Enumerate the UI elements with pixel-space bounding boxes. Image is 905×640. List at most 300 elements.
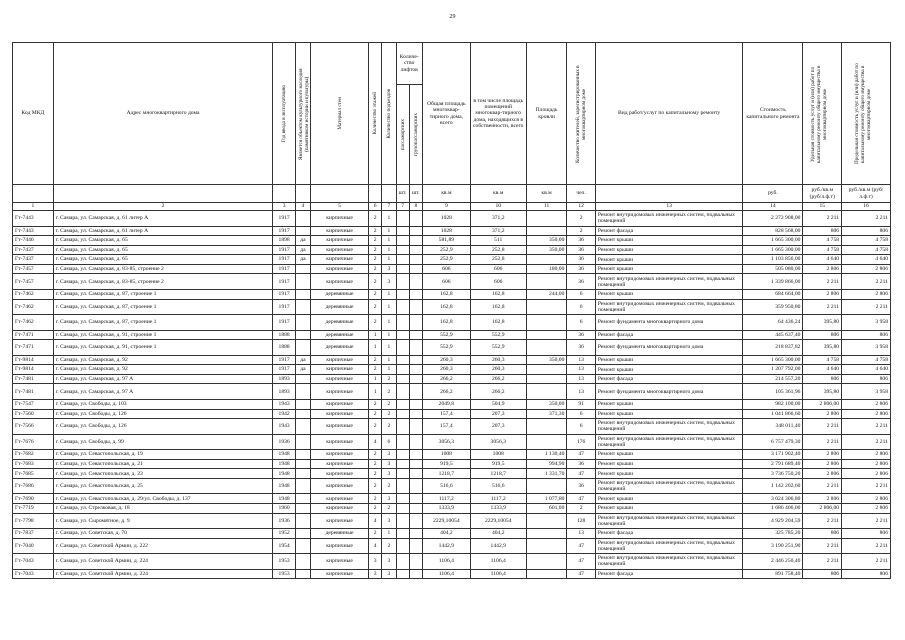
- row-unit-cost: 2 806: [803, 459, 842, 469]
- row-year: 1953: [273, 554, 295, 570]
- row-roof-area: [526, 374, 567, 384]
- row-wall-material: кирпичные: [311, 419, 369, 435]
- row-roof-area: 350,00: [526, 355, 567, 365]
- row-total-area: 1333,9: [422, 504, 470, 514]
- row-owned-area: 3056,3: [470, 434, 526, 450]
- row-entrances: 1: [382, 211, 396, 227]
- row-entrances: 2: [382, 384, 396, 400]
- table-row: [13, 513, 891, 529]
- row-wall-material: кирпичные: [311, 450, 369, 460]
- row-wall-material: кирпичные: [311, 554, 369, 570]
- row-limit-cost: 2 806: [842, 450, 891, 460]
- row-address: г. Самара, ул. Стрелковая, д. 18: [53, 504, 273, 514]
- row-address: г. Самара, ул. Самарская, д. 87, строение 1: [53, 289, 273, 299]
- row-freight-lifts: [409, 315, 422, 331]
- header-wall-material: Материал стен: [336, 97, 343, 130]
- row-total-area: 1106,4: [422, 569, 470, 579]
- row-wall-material: кирпичные: [311, 236, 369, 246]
- row-total-area: 581,89: [422, 236, 470, 246]
- row-unit-cost: 2 806,00: [803, 504, 842, 514]
- row-code: Гт-7443: [13, 226, 54, 236]
- row-heritage: [295, 504, 310, 514]
- row-entrances: 1: [382, 529, 396, 539]
- row-entrances: 2: [382, 374, 396, 384]
- row-residents: 36: [567, 264, 595, 274]
- row-cost: 445 637,40: [743, 330, 803, 340]
- row-cost: 1 103 856,00: [743, 255, 803, 265]
- row-roof-area: 350,00: [526, 399, 567, 409]
- row-unit-cost: 4 758: [803, 245, 842, 255]
- row-roof-area: 244,00: [526, 289, 567, 299]
- row-roof-area: 371,30: [526, 409, 567, 419]
- row-total-area: 157,4: [422, 419, 470, 435]
- row-residents: 6: [567, 409, 595, 419]
- row-owned-area: 252,8: [470, 245, 526, 255]
- row-floors: 2: [369, 236, 382, 246]
- row-passenger-lifts: [396, 399, 409, 409]
- row-code: Гт-7043: [13, 569, 54, 579]
- row-floors: 4: [369, 538, 382, 554]
- row-cost: 1 665 300,00: [743, 355, 803, 365]
- row-passenger-lifts: [396, 226, 409, 236]
- row-roof-area: 601,00: [526, 504, 567, 514]
- row-owned-area: 371,2: [470, 226, 526, 236]
- row-passenger-lifts: [396, 529, 409, 539]
- row-total-area: 266,2: [422, 374, 470, 384]
- row-heritage: [295, 315, 310, 331]
- row-residents: 47: [567, 554, 595, 570]
- row-owned-area: 252,8: [470, 255, 526, 265]
- row-roof-area: [526, 255, 567, 265]
- row-year: 1948: [273, 459, 295, 469]
- row-year: 1917: [273, 299, 295, 315]
- row-passenger-lifts: [396, 365, 409, 375]
- row-year: 1893: [273, 384, 295, 400]
- row-wall-material: кирпичные: [311, 255, 369, 265]
- row-cost: 214 557,20: [743, 374, 803, 384]
- row-passenger-lifts: [396, 211, 409, 227]
- row-limit-cost: 4 640: [842, 365, 891, 375]
- row-total-area: 606: [422, 274, 470, 290]
- row-passenger-lifts: [396, 494, 409, 504]
- row-wall-material: кирпичные: [311, 538, 369, 554]
- row-entrances: 3: [382, 469, 396, 479]
- row-limit-cost: 4 758: [842, 236, 891, 246]
- header-freight-lifts: грузопассажирских: [412, 112, 419, 157]
- row-passenger-lifts: [396, 569, 409, 579]
- row-year: 1898: [273, 236, 295, 246]
- row-unit-cost: 2 806: [803, 289, 842, 299]
- row-code: Гт-7462: [13, 315, 54, 331]
- row-floors: 2: [369, 255, 382, 265]
- row-unit-cost: 806: [803, 529, 842, 539]
- row-work-type: Ремонт крыши: [595, 504, 743, 514]
- row-unit-cost: 2 806: [803, 450, 842, 460]
- row-year: 1917: [273, 255, 295, 265]
- row-address: г. Самара, ул. Советской Армии, д. 222: [53, 538, 273, 554]
- row-heritage: [295, 469, 310, 479]
- row-code: Гт-7443: [13, 211, 54, 227]
- row-total-area: 1028: [422, 211, 470, 227]
- row-roof-area: [526, 299, 567, 315]
- unit-sqm: кв.м: [470, 185, 526, 203]
- table-row: [13, 459, 891, 469]
- row-wall-material: кирпичные: [311, 459, 369, 469]
- row-unit-cost: 2 211: [803, 478, 842, 494]
- row-wall-material: деревянные: [311, 340, 369, 356]
- row-year: 1917: [273, 274, 295, 290]
- table-row: [13, 315, 891, 331]
- row-owned-area: 371,2: [470, 211, 526, 227]
- row-residents: 36: [567, 459, 595, 469]
- row-cost: 1 665 300,00: [743, 245, 803, 255]
- row-passenger-lifts: [396, 374, 409, 384]
- row-cost: 325 785,20: [743, 529, 803, 539]
- row-limit-cost: 2 211: [842, 434, 891, 450]
- row-floors: 2: [369, 274, 382, 290]
- row-limit-cost: 2 806: [842, 409, 891, 419]
- row-total-area: 606: [422, 264, 470, 274]
- row-freight-lifts: [409, 478, 422, 494]
- table-row: [13, 419, 891, 435]
- row-heritage: [295, 330, 310, 340]
- row-floors: 4: [369, 513, 382, 529]
- row-cost: 105 361,96: [743, 384, 803, 400]
- row-work-type: Ремонт крыши: [595, 494, 743, 504]
- header-owned-area: в том числе площадь помещений многоквар-тирного дома, находящихся в собственности, всего: [470, 43, 526, 185]
- row-owned-area: 606: [470, 274, 526, 290]
- row-passenger-lifts: [396, 299, 409, 315]
- row-heritage: [295, 264, 310, 274]
- row-unit-cost: 806: [803, 569, 842, 579]
- row-year: 1943: [273, 399, 295, 409]
- row-heritage: [295, 459, 310, 469]
- row-wall-material: кирпичные: [311, 274, 369, 290]
- row-freight-lifts: [409, 450, 422, 460]
- row-freight-lifts: [409, 513, 422, 529]
- row-wall-material: кирпичные: [311, 355, 369, 365]
- row-work-type: Ремонт крыши: [595, 459, 743, 469]
- row-limit-cost: 806: [842, 569, 891, 579]
- row-floors: 2: [369, 409, 382, 419]
- row-heritage: да: [295, 245, 310, 255]
- row-year: 1917: [273, 211, 295, 227]
- row-total-area: 2229,10054: [422, 513, 470, 529]
- row-roof-area: [526, 554, 567, 570]
- row-passenger-lifts: [396, 289, 409, 299]
- row-freight-lifts: [409, 355, 422, 365]
- row-heritage: [295, 450, 310, 460]
- row-cost: 64 436,24: [743, 315, 803, 331]
- row-work-type: Ремонт крыши: [595, 236, 743, 246]
- row-floors: 2: [369, 245, 382, 255]
- row-code: Гт-7566: [13, 419, 54, 435]
- row-total-area: 260,3: [422, 355, 470, 365]
- row-cost: 828 568,00: [743, 226, 803, 236]
- row-residents: 47: [567, 450, 595, 460]
- row-work-type: Ремонт крыши: [595, 399, 743, 409]
- row-residents: 13: [567, 355, 595, 365]
- row-freight-lifts: [409, 340, 422, 356]
- row-owned-area: 162,8: [470, 289, 526, 299]
- row-residents: 36: [567, 255, 595, 265]
- row-residents: 6: [567, 289, 595, 299]
- unit-sqm: кв.м: [526, 185, 567, 203]
- row-wall-material: кирпичные: [311, 384, 369, 400]
- row-owned-area: 919,5: [470, 459, 526, 469]
- row-roof-area: 1 077,80: [526, 494, 567, 504]
- row-residents: 6: [567, 419, 595, 435]
- table-row: [13, 538, 891, 554]
- column-number: 7: [396, 203, 409, 211]
- row-owned-area: 516,6: [470, 478, 526, 494]
- row-floors: 2: [369, 289, 382, 299]
- row-floors: 1: [369, 374, 382, 384]
- row-freight-lifts: [409, 264, 422, 274]
- row-work-type: Ремонт внутридомовых инженерных систем, подвальных помещений: [595, 434, 743, 450]
- row-owned-area: 266,2: [470, 374, 526, 384]
- row-wall-material: кирпичные: [311, 226, 369, 236]
- row-heritage: [295, 513, 310, 529]
- row-roof-area: [526, 330, 567, 340]
- row-passenger-lifts: [396, 255, 409, 265]
- row-passenger-lifts: [396, 419, 409, 435]
- row-work-type: Ремонт фасада: [595, 226, 743, 236]
- row-cost: 3 171 902,40: [743, 450, 803, 460]
- row-roof-area: 1 130,40: [526, 450, 567, 460]
- row-entrances: 2: [382, 399, 396, 409]
- row-entrances: 2: [382, 538, 396, 554]
- row-floors: 2: [369, 459, 382, 469]
- row-address: г. Самара, ул. Самарская, д. 87, строение 1: [53, 299, 273, 315]
- row-unit-cost: 395,80: [803, 384, 842, 400]
- header-heritage: Является объектом культурного наследия (памятником истории и культуры): [297, 67, 310, 160]
- header-roof-area: Площадь кровли: [526, 43, 567, 185]
- row-roof-area: [526, 434, 567, 450]
- table-row: [13, 450, 891, 460]
- row-code: Гт-7040: [13, 538, 54, 554]
- table-row: [13, 554, 891, 570]
- row-code: Гт-7437: [13, 245, 54, 255]
- row-wall-material: деревянные: [311, 315, 369, 331]
- row-year: 1888: [273, 330, 295, 340]
- row-entrances: 3: [382, 513, 396, 529]
- row-code: Гт-7686: [13, 478, 54, 494]
- row-freight-lifts: [409, 384, 422, 400]
- row-passenger-lifts: [396, 274, 409, 290]
- row-roof-area: [526, 384, 567, 400]
- row-heritage: [295, 554, 310, 570]
- row-cost: 1 686 406,00: [743, 504, 803, 514]
- row-code: Гт-7676: [13, 434, 54, 450]
- column-number: 14: [743, 203, 803, 211]
- row-freight-lifts: [409, 245, 422, 255]
- row-unit-cost: 4 640: [803, 255, 842, 265]
- row-cost: 218 837,82: [743, 340, 803, 356]
- table-row: [13, 226, 891, 236]
- row-wall-material: кирпичные: [311, 409, 369, 419]
- row-roof-area: [526, 315, 567, 331]
- row-entrances: 1: [382, 355, 396, 365]
- row-residents: 128: [567, 513, 595, 529]
- row-cost: 3 024 306,80: [743, 494, 803, 504]
- row-residents: 6: [567, 315, 595, 331]
- row-heritage: да: [295, 365, 310, 375]
- row-heritage: [295, 211, 310, 227]
- row-owned-area: 1333,9: [470, 504, 526, 514]
- header-unit-cost: Удельная стоимость услуг и (или) работ по капитальному ремонту общего имущества в многоквартирном доме: [810, 64, 829, 163]
- row-cost: 2 446 250,40: [743, 554, 803, 570]
- row-limit-cost: 806: [842, 529, 891, 539]
- row-total-area: 552,9: [422, 340, 470, 356]
- row-cost: 982 100,00: [743, 399, 803, 409]
- row-limit-cost: 2 211: [842, 478, 891, 494]
- row-cost: 891 758,40: [743, 569, 803, 579]
- row-code: Гт-7043: [13, 554, 54, 570]
- row-limit-cost: 2 806: [842, 459, 891, 469]
- row-code: Гт-7462: [13, 289, 54, 299]
- row-passenger-lifts: [396, 315, 409, 331]
- table-row: [13, 255, 891, 265]
- row-limit-cost: 2 806: [842, 469, 891, 479]
- row-work-type: Ремонт внутридомовых инженерных систем, подвальных помещений: [595, 538, 743, 554]
- row-heritage: да: [295, 255, 310, 265]
- row-entrances: 2: [382, 504, 396, 514]
- row-heritage: [295, 569, 310, 579]
- table-row: [13, 494, 891, 504]
- row-residents: 47: [567, 469, 595, 479]
- row-work-type: Ремонт крыши: [595, 255, 743, 265]
- row-freight-lifts: [409, 554, 422, 570]
- row-work-type: Ремонт внутридомовых инженерных систем, подвальных помещений: [595, 419, 743, 435]
- row-freight-lifts: [409, 434, 422, 450]
- row-unit-cost: 806: [803, 330, 842, 340]
- row-floors: 2: [369, 494, 382, 504]
- header-year: Год ввода в эксплуатацию: [281, 84, 288, 143]
- row-entrances: 2: [382, 478, 396, 494]
- row-entrances: 1: [382, 245, 396, 255]
- row-work-type: Ремонт крыши: [595, 355, 743, 365]
- row-limit-cost: 4 758: [842, 245, 891, 255]
- capital-repair-table: [12, 42, 891, 579]
- row-floors: 2: [369, 365, 382, 375]
- header-work-type: Вид работ/услуг по капитальному ремонту: [595, 43, 743, 185]
- row-wall-material: кирпичные: [311, 478, 369, 494]
- row-wall-material: кирпичные: [311, 399, 369, 409]
- row-heritage: да: [295, 355, 310, 365]
- row-owned-area: 552,9: [470, 340, 526, 356]
- row-limit-cost: 806: [842, 374, 891, 384]
- row-floors: 3: [369, 569, 382, 579]
- row-roof-area: [526, 274, 567, 290]
- row-wall-material: кирпичные: [311, 469, 369, 479]
- row-unit-cost: 2 211: [803, 513, 842, 529]
- row-year: 1948: [273, 494, 295, 504]
- row-cost: 1 142 202,60: [743, 478, 803, 494]
- row-heritage: [295, 434, 310, 450]
- row-cost: 505 080,00: [743, 264, 803, 274]
- row-limit-cost: 2 806: [842, 504, 891, 514]
- row-entrances: 1: [382, 365, 396, 375]
- row-heritage: [295, 226, 310, 236]
- row-limit-cost: 4 640: [842, 255, 891, 265]
- page-number: 29: [449, 14, 456, 20]
- row-owned-area: 1218,7: [470, 469, 526, 479]
- row-address: г. Самара, ул. Севастопольская, д. 25: [53, 478, 273, 494]
- column-number: 4: [295, 203, 310, 211]
- row-total-area: 252,9: [422, 255, 470, 265]
- row-freight-lifts: [409, 469, 422, 479]
- row-code: Гт-7481: [13, 374, 54, 384]
- row-address: г. Самара, ул. Севастопольская, д. 21: [53, 459, 273, 469]
- row-passenger-lifts: [396, 478, 409, 494]
- row-wall-material: кирпичные: [311, 434, 369, 450]
- row-code: Гт-9814: [13, 355, 54, 365]
- row-entrances: 1: [382, 236, 396, 246]
- row-roof-area: 180,00: [526, 264, 567, 274]
- row-year: 1943: [273, 419, 295, 435]
- row-total-area: 266,2: [422, 384, 470, 400]
- row-residents: 91: [567, 399, 595, 409]
- row-unit-cost: 2 211: [803, 538, 842, 554]
- row-residents: 47: [567, 569, 595, 579]
- row-freight-lifts: [409, 569, 422, 579]
- row-passenger-lifts: [396, 450, 409, 460]
- row-heritage: [295, 399, 310, 409]
- row-residents: 13: [567, 365, 595, 375]
- row-owned-area: 266,2: [470, 384, 526, 400]
- row-freight-lifts: [409, 409, 422, 419]
- row-heritage: [295, 419, 310, 435]
- header-limit-cost: Предельная стоимость услуг и (или) работ по капитальному ремонту общего имущества в многоквартирном доме: [854, 63, 873, 164]
- row-code: Гт-7481: [13, 384, 54, 400]
- row-limit-cost: 2 211: [842, 299, 891, 315]
- row-address: г. Самара, ул. Самарская, д. 91, строение 1: [53, 330, 273, 340]
- row-work-type: Ремонт фундамента многоквартирного дома: [595, 315, 743, 331]
- row-roof-area: [526, 365, 567, 375]
- row-entrances: 2: [382, 419, 396, 435]
- row-address: г. Самара, ул. Севастопольская, д. 23: [53, 469, 273, 479]
- row-passenger-lifts: [396, 434, 409, 450]
- row-roof-area: 994,90: [526, 459, 567, 469]
- row-work-type: Ремонт крыши: [595, 409, 743, 419]
- row-total-area: 157,4: [422, 409, 470, 419]
- row-owned-area: 404,2: [470, 529, 526, 539]
- row-work-type: Ремонт фасада: [595, 529, 743, 539]
- row-address: г. Самара, ул. Самарская, д. 61 литер А: [53, 226, 273, 236]
- row-limit-cost: 2 211: [842, 554, 891, 570]
- row-year: 1952: [273, 529, 295, 539]
- row-roof-area: [526, 211, 567, 227]
- row-roof-area: [526, 513, 567, 529]
- row-year: 1893: [273, 374, 295, 384]
- row-residents: 36: [567, 236, 595, 246]
- row-address: г. Самара, ул. Самарская, д. 83-85, строение 2: [53, 274, 273, 290]
- row-total-area: 516,6: [422, 478, 470, 494]
- row-address: г. Самара, ул. Сыромятное, д. 9: [53, 513, 273, 529]
- row-heritage: [295, 538, 310, 554]
- row-limit-cost: 2 806: [842, 399, 891, 409]
- header-floors: Количество этажей: [372, 92, 379, 135]
- row-entrances: 3: [382, 450, 396, 460]
- table-row: [13, 274, 891, 290]
- row-unit-cost: 395,80: [803, 340, 842, 356]
- column-number: 9: [422, 203, 470, 211]
- row-code: Гт-7719: [13, 504, 54, 514]
- row-heritage: [295, 494, 310, 504]
- row-total-area: 552,9: [422, 330, 470, 340]
- row-passenger-lifts: [396, 409, 409, 419]
